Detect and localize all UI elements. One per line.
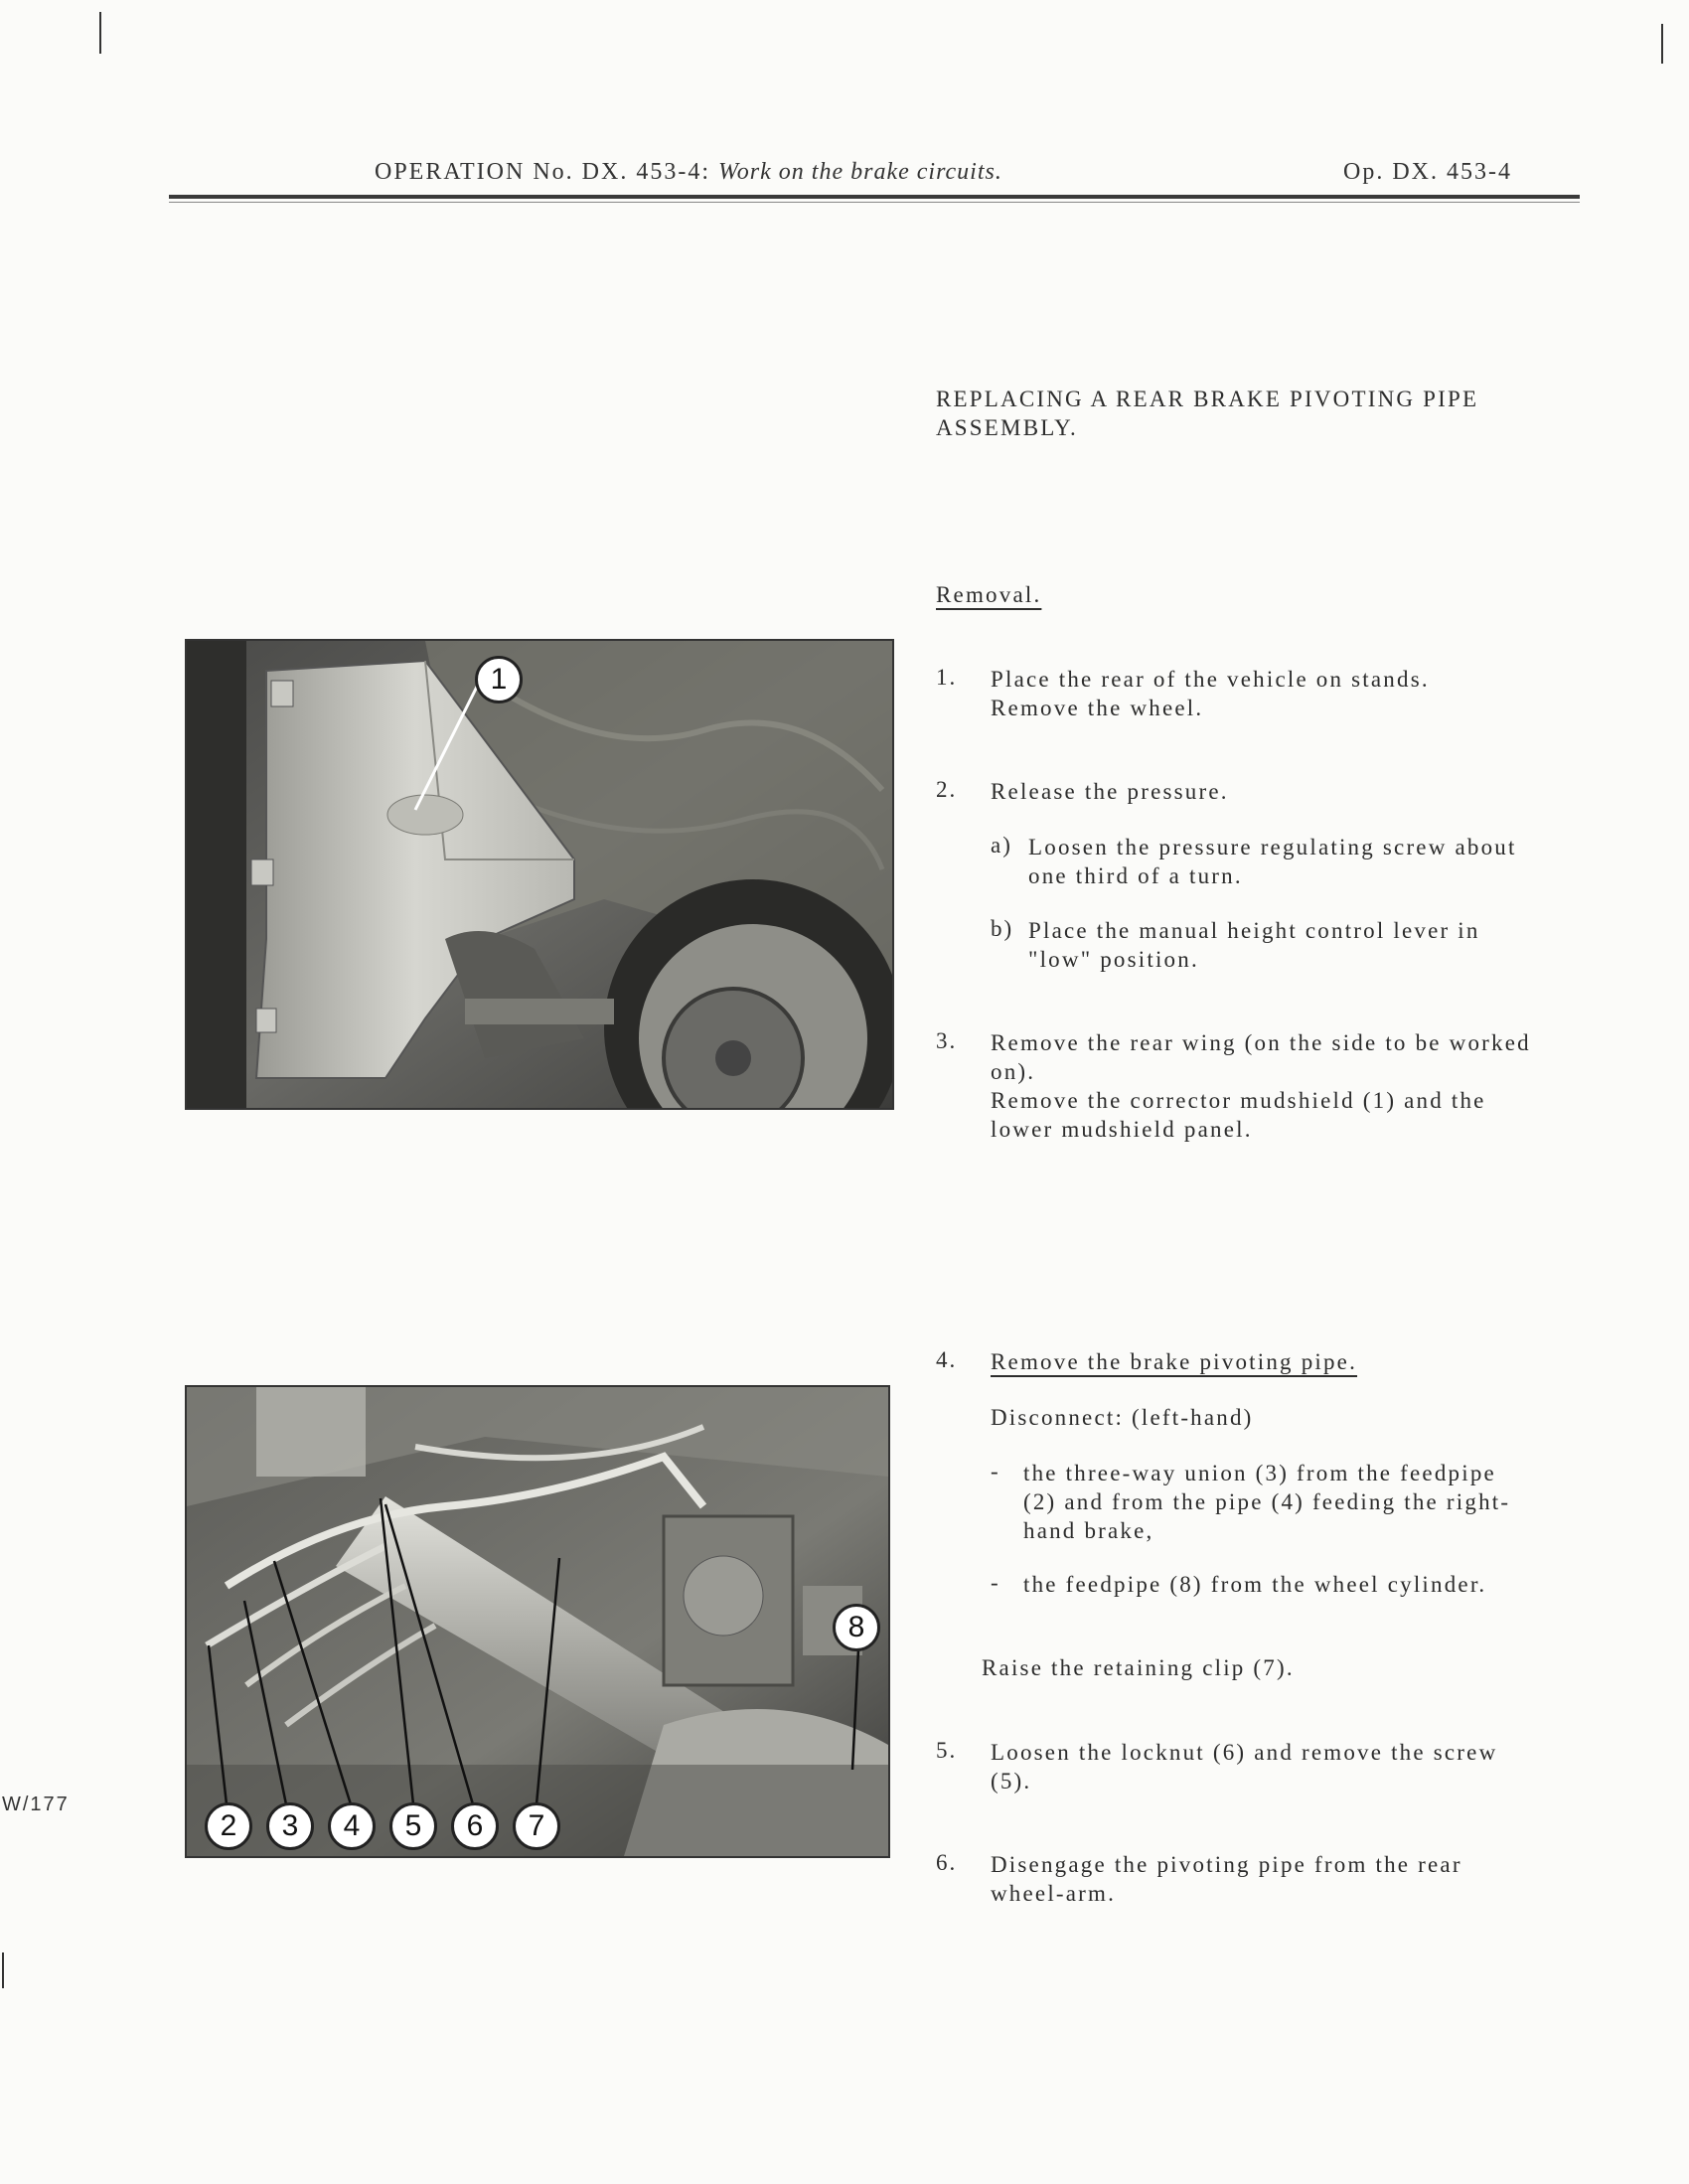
step-4-bullet-1-dash: - bbox=[991, 1459, 1000, 1483]
step-2b-text bbox=[1028, 916, 1480, 974]
removal-heading: Removal. bbox=[936, 582, 1042, 607]
step-6-line-1: Disengage the pivoting pipe from the rear bbox=[991, 1852, 1462, 1877]
step-2a-text bbox=[1028, 833, 1517, 890]
callout-6: 6 bbox=[451, 1802, 499, 1850]
step-1-line-2: Remove the wheel. bbox=[991, 696, 1204, 720]
scan-mark-top-right bbox=[1661, 24, 1663, 64]
callout-8: 8 bbox=[833, 1604, 880, 1651]
step-4-bullet-1-line-3: hand brake, bbox=[1023, 1518, 1154, 1543]
header-rule bbox=[169, 195, 1580, 199]
step-4-bullet-2-dash: - bbox=[991, 1570, 1000, 1595]
operation-label: OPERATION No. DX. 453-4: bbox=[375, 159, 710, 185]
step-5-number: 5. bbox=[936, 1738, 958, 1763]
step-2-number: 2. bbox=[936, 777, 958, 802]
header-op-ref: Op. DX. 453-4 bbox=[1343, 159, 1512, 185]
scan-mark-top-left bbox=[99, 12, 101, 54]
step-4-bullet-1 bbox=[1023, 1459, 1510, 1545]
figure-2-leaders bbox=[187, 1387, 888, 1856]
callout-3: 3 bbox=[266, 1802, 314, 1850]
step-4-bullet-2 bbox=[1023, 1570, 1486, 1599]
step-4-bullet-1-line-1: the three-way union (3) from the feedpipe bbox=[1023, 1461, 1496, 1485]
scan-mark-bottom-left bbox=[2, 1952, 4, 1988]
step-1-line-1: Place the rear of the vehicle on stands. bbox=[991, 667, 1430, 692]
step-4-number: 4. bbox=[936, 1347, 958, 1372]
step-2-text: Release the pressure. bbox=[991, 779, 1229, 804]
figure-1-leader bbox=[187, 641, 892, 1108]
figure-1-photo bbox=[185, 639, 894, 1110]
step-1-text bbox=[991, 665, 1430, 722]
step-6-number: 6. bbox=[936, 1850, 958, 1875]
figure-2-photo bbox=[185, 1385, 890, 1858]
step-4-text: Remove the brake pivoting pipe. bbox=[991, 1349, 1358, 1374]
operation-title: Work on the brake circuits. bbox=[718, 159, 1002, 185]
step-3-number: 3. bbox=[936, 1028, 958, 1053]
step-4-after: Raise the retaining clip (7). bbox=[982, 1655, 1295, 1680]
callout-7: 7 bbox=[513, 1802, 560, 1850]
step-4-bullet-2-line-1: the feedpipe (8) from the wheel cylinder. bbox=[1023, 1572, 1487, 1597]
step-3-line-2: on). bbox=[991, 1059, 1036, 1084]
step-2a-line-2: one third of a turn. bbox=[1028, 863, 1243, 888]
callout-5: 5 bbox=[389, 1802, 437, 1850]
step-5-text bbox=[991, 1738, 1497, 1795]
step-5-line-1: Loosen the locknut (6) and remove the screw bbox=[991, 1740, 1498, 1765]
step-2a-line-1: Loosen the pressure regulating screw about bbox=[1028, 835, 1517, 859]
step-2b-line-1: Place the manual height control lever in bbox=[1028, 918, 1480, 943]
side-label: W/177 bbox=[2, 1794, 70, 1815]
callout-1: 1 bbox=[475, 656, 523, 703]
header-rule-thin bbox=[169, 202, 1580, 203]
step-6-text bbox=[991, 1850, 1462, 1908]
step-1-number: 1. bbox=[936, 665, 958, 690]
callout-2: 2 bbox=[205, 1802, 252, 1850]
step-4-disconnect: Disconnect: (left-hand) bbox=[991, 1405, 1254, 1430]
step-5-line-2: (5). bbox=[991, 1769, 1032, 1794]
step-2a-label: a) bbox=[991, 833, 1012, 858]
section-title: REPLACING A REAR BRAKE PIVOTING PIPE ASSEMBLY. bbox=[936, 387, 1479, 440]
step-3-line-1: Remove the rear wing (on the side to be worked bbox=[991, 1030, 1531, 1055]
step-3-line-4: lower mudshield panel. bbox=[991, 1117, 1253, 1142]
step-3-text bbox=[991, 1028, 1531, 1144]
callout-4: 4 bbox=[328, 1802, 376, 1850]
step-6-line-2: wheel-arm. bbox=[991, 1881, 1117, 1906]
step-4-bullet-1-line-2: (2) and from the pipe (4) feeding the right- bbox=[1023, 1489, 1511, 1514]
header-operation bbox=[375, 159, 1002, 186]
step-3-line-3: Remove the corrector mudshield (1) and the bbox=[991, 1088, 1486, 1113]
step-2b-line-2: "low" position. bbox=[1028, 947, 1199, 972]
step-2b-label: b) bbox=[991, 916, 1014, 941]
